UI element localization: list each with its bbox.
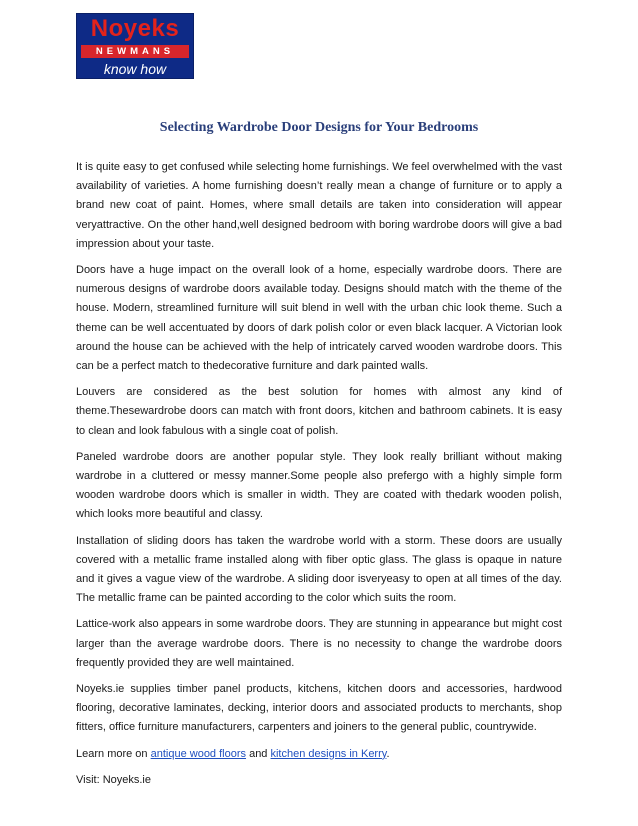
paragraph-intro: It is quite easy to get confused while selecting home furnishings. We feel overwhelmed with the vast availability of varieties. A home furnishing doesn’t really mean a change of furniture or to apply a brand new coat of paint. Homes, where small details are taken into consideration will appear veryattractive. On the other hand,well designed bedroom with boring wardrobe doors will give a bad impression about your taste. xyxy=(76,161,562,250)
paragraph-louvers: Louvers are considered as the best solution for homes with almost any kind of theme.Thesewardrobe doors can match with front doors, kitchen and bathroom cabinets. It is easy to clean and look fabulous with a single coat of polish. xyxy=(76,386,562,437)
learn-more-middle: and xyxy=(246,747,271,760)
learn-more-prefix: Learn more on xyxy=(76,747,151,760)
logo-tagline: know how xyxy=(103,61,167,77)
page-title: Selecting Wardrobe Door Designs for Your Bedrooms xyxy=(159,120,479,135)
paragraph-sliding: Installation of sliding doors has taken the wardrobe world with a storm. These doors are usually covered with a metallic frame installed along with fiber optic glass. The glass is opaque in nature and it gives a vague view of the wardrobe. A sliding door isveryeasy to open at all times of the day. The metallic frame can be painted according to the color which suits the room. xyxy=(76,534,562,605)
visit-line: Visit: Noyeks.ie xyxy=(76,773,151,786)
link-antique-wood-floors[interactable]: antique wood floors xyxy=(150,747,247,760)
logo-band: NEWMANS xyxy=(81,45,189,58)
noyeks-logo xyxy=(76,13,194,79)
learn-more-suffix: . xyxy=(386,747,390,760)
article-body xyxy=(76,158,562,797)
paragraph-paneled: Paneled wardrobe doors are another popular style. They look really brilliant without making wardrobe in a cluttered or messy manner.Some people also prefergo with a highly simple form wooden wardrobe doors which is smaller in width. They are coated with thedark wooden polish, which looks more beautiful and classy. xyxy=(76,450,562,521)
paragraph-doors-impact: Doors have a huge impact on the overall look of a home, especially wardrobe doors. There are numerous designs of wardrobe doors available today. Designs should match with the theme of the house. Modern, streamlined furniture will suit blend in well with the urban chic look theme. Such a theme can be well accentuated by doors of dark polish color or even black lacquer. A Victorian look around the house can be achieved with the help of intricately carved wooden wardrobe doors. This can be a perfect match to thedecorative furniture and dark painted walls. xyxy=(76,264,562,373)
logo-brand: Noyeks xyxy=(90,15,180,42)
paragraph-lattice: Lattice-work also appears in some wardrobe doors. They are stunning in appearance but might cost larger than the average wardrobe doors. There is no necessity to change the wardrobe doors frequently provided they are well maintained. xyxy=(76,618,562,669)
link-kitchen-designs-kerry[interactable]: kitchen designs in Kerry xyxy=(270,747,387,760)
learn-more-line xyxy=(76,745,562,764)
paragraph-noyeks: Noyeks.ie supplies timber panel products, kitchens, kitchen doors and accessories, hardwood flooring, decorative laminates, decking, interior doors and associated products to merchants, shop fitters, office furniture manufacturers, carpenters and joiners to the general public, countrywide. xyxy=(76,683,562,734)
